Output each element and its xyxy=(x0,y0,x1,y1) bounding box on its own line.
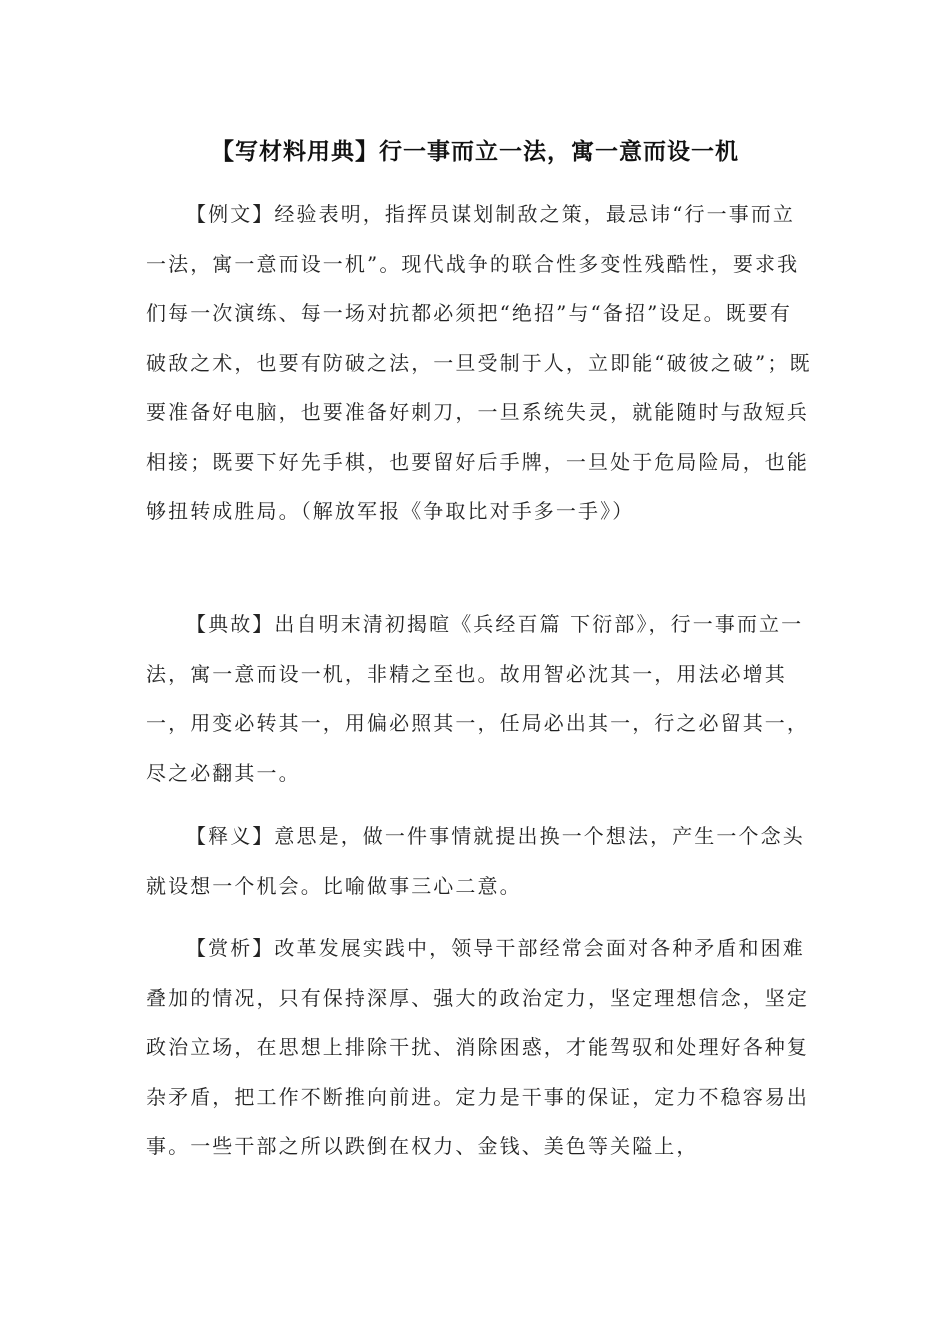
paragraph-example: 【例文】经验表明，指挥员谋划制敌之策，最忌讳“行一事而立一法，寓一意而设一机”。现代战争的联合性多变性残酷性，要求我们每一次演练、每一场对抗都必须把“绝招”与“备招”设足。既要有破敌之术，也要有防破之法，一旦受制于人，立即能“破彼之破”；既要准备好电脑，也要准备好刺刀，一旦系统失灵，就能随时与敌短兵相接；既要下好先手棋，也要留好后手牌，一旦处于危局险局，也能够扭转成胜局。（解放军报《争取比对手多一手》） xyxy=(146,202,812,523)
paragraph-allusion: 【典故】出自明末清初揭暄《兵经百篇 下衍部》，行一事而立一法，寓一意而设一机，非精之至也。故用智必沈其一，用法必增其一，用变必转其一，用偏必照其一，任局必出其一，行之必留其一，尽之必翻其一。 xyxy=(146,612,809,785)
paragraph-analysis: 【赏析】改革发展实践中，领导干部经常会面对各种矛盾和困难叠加的情况，只有保持深厚、强大的政治定力，坚定理想信念，坚定政治立场，在思想上排除干扰、消除困惑，才能驾驭和处理好各种复杂矛盾，把工作不断推向前进。定力是干事的保证，定力不稳容易出事。一些干部之所以跌倒在权力、金钱、美色等关隘上， xyxy=(146,936,809,1158)
paragraph-meaning: 【释义】意思是，做一件事情就提出换一个想法，产生一个念头就设想一个机会。比喻做事三心二意。 xyxy=(146,824,805,898)
document-title: 【写材料用典】行一事而立一法，寓一意而设一机 xyxy=(211,138,739,165)
